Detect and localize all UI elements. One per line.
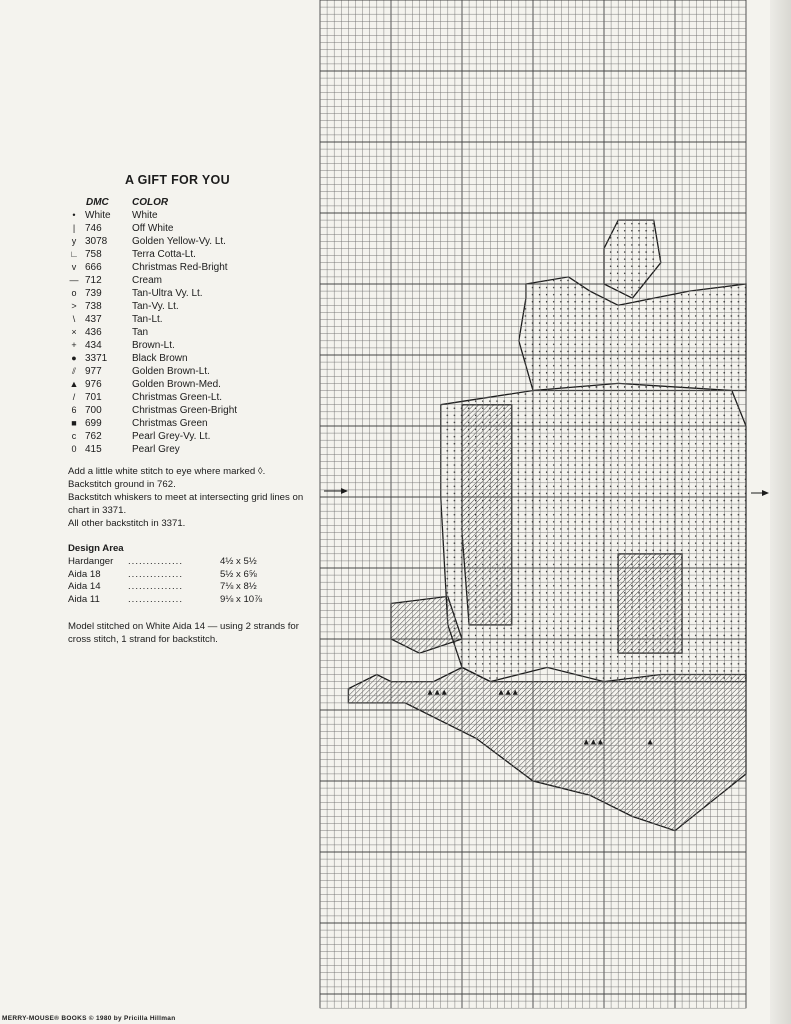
dmc-number: 415 <box>85 444 102 455</box>
center-arrow-left-icon <box>324 488 348 494</box>
color-name: Christmas Green-Bright <box>132 405 238 416</box>
color-name: Tan-Ultra Vy. Lt. <box>132 288 203 299</box>
c-symbol-icon: c <box>71 431 77 441</box>
plus-symbol-icon: + <box>71 340 77 350</box>
zero-symbol-icon: 0 <box>71 444 77 454</box>
dot-symbol-icon: • <box>72 210 76 220</box>
color-name: Tan-Vy. Lt. <box>132 301 179 312</box>
filled-dot-symbol-icon: ● <box>71 353 77 363</box>
color-name: Cream <box>132 275 163 286</box>
v-symbol-icon: v <box>71 262 77 272</box>
key-row <box>68 352 328 365</box>
dmc-number: 666 <box>85 262 102 273</box>
key-row <box>68 417 328 430</box>
dmc-number: 437 <box>85 314 102 325</box>
color-name: Christmas Red-Bright <box>132 262 228 273</box>
dmc-number: 701 <box>85 392 102 403</box>
color-name: Golden Brown-Med. <box>132 379 221 390</box>
dash-symbol-icon: — <box>69 275 79 285</box>
design-area <box>68 542 328 606</box>
hatch-symbol-icon: ⫽ <box>71 366 76 376</box>
key-row <box>68 274 328 287</box>
stitch-notes <box>68 465 318 530</box>
color-name: Christmas Green-Lt. <box>132 392 223 403</box>
color-name: Black Brown <box>132 353 188 364</box>
color-name: White <box>132 210 158 221</box>
fabric-name: Aida 18 <box>68 568 101 580</box>
dmc-number: 976 <box>85 379 102 390</box>
key-row <box>68 261 328 274</box>
circle-symbol-icon: o <box>71 288 77 298</box>
design-area-row <box>68 594 328 607</box>
x-symbol-icon: × <box>71 327 77 337</box>
leader-dots: ............... <box>128 556 183 567</box>
color-key <box>68 209 328 456</box>
fabric-name: Aida 14 <box>68 581 101 592</box>
dmc-number: 699 <box>85 418 102 429</box>
design-size: 7⅛ x 8½ <box>220 581 257 592</box>
note-line: Backstitch whiskers to meet at intersecting grid lines on chart in 3371. <box>68 492 304 516</box>
color-name: Golden Yellow-Vy. Lt. <box>132 236 226 247</box>
design-area-title: Design Area <box>68 543 124 554</box>
color-name: Off White <box>132 223 174 234</box>
leader-dots: ............... <box>128 593 183 605</box>
dmc-number: White <box>85 210 111 221</box>
dmc-number: 762 <box>85 431 102 442</box>
chart-grid <box>316 0 756 1010</box>
key-row <box>68 235 328 248</box>
key-row <box>68 326 328 339</box>
design-size: 5½ x 6⅝ <box>220 568 257 580</box>
dmc-number: 436 <box>85 327 102 338</box>
note-line: Add a little white stitch to eye where marked ◊. <box>68 466 266 477</box>
dmc-number: 746 <box>85 223 102 234</box>
color-header: COLOR <box>132 197 169 208</box>
bar-symbol-icon: | <box>72 223 76 233</box>
key-row <box>68 287 328 300</box>
fabric-name: Hardanger <box>68 556 114 567</box>
slash-symbol-icon: / <box>72 392 76 402</box>
leader-dots: ............... <box>128 568 183 580</box>
key-row <box>68 404 328 417</box>
key-row <box>68 209 328 222</box>
key-row <box>68 378 328 391</box>
dmc-number: 712 <box>85 275 102 286</box>
color-name: Tan <box>132 327 149 338</box>
color-name: Christmas Green <box>132 418 208 429</box>
key-row <box>68 300 328 313</box>
dmc-header: DMC <box>86 197 109 208</box>
cross-stitch-chart <box>316 0 756 1015</box>
color-name: Terra Cotta-Lt. <box>132 249 196 260</box>
dmc-number: 977 <box>85 366 102 377</box>
key-row <box>68 222 328 235</box>
dmc-number: 3371 <box>85 353 108 364</box>
dmc-number: 434 <box>85 340 102 351</box>
backslash-symbol-icon: \ <box>72 314 76 324</box>
dmc-number: 700 <box>85 405 102 416</box>
triangle-symbol-icon: ▲ <box>69 379 79 389</box>
center-arrow-right-icon <box>751 490 769 496</box>
key-row <box>68 443 328 456</box>
six-symbol-icon: 6 <box>71 405 77 415</box>
note-line: Backstitch ground in 762. <box>68 479 176 490</box>
key-row <box>68 365 328 378</box>
greater-symbol-icon: > <box>71 301 77 311</box>
corner-symbol-icon: ∟ <box>69 249 79 259</box>
model-note: Model stitched on White Aida 14 — using 2 strands for cross stitch, 1 strand for backstitch. <box>68 621 299 645</box>
key-row <box>68 339 328 352</box>
key-row <box>68 248 328 261</box>
fabric-name: Aida 11 <box>68 593 100 605</box>
key-row <box>68 313 328 326</box>
color-name: Pearl Grey <box>132 444 180 455</box>
design-area-row <box>68 569 328 582</box>
dmc-number: 3078 <box>85 236 108 247</box>
square-symbol-icon: ■ <box>71 418 77 428</box>
pattern-title: A GIFT FOR YOU <box>125 173 230 187</box>
design-area-row <box>68 556 328 569</box>
design-area-row <box>68 581 328 594</box>
page-edge <box>770 0 791 1024</box>
figure-motif <box>462 405 512 625</box>
dmc-number: 739 <box>85 288 102 299</box>
footer-credit: MERRY-MOUSE® BOOKS © 1980 by Pricilla Hillman <box>2 1015 176 1022</box>
y-symbol-icon: y <box>71 236 77 246</box>
dmc-number: 738 <box>85 301 102 312</box>
color-name: Tan-Lt. <box>132 314 163 325</box>
key-row <box>68 430 328 443</box>
key-row <box>68 391 328 404</box>
design-size: 9⅛ x 10⅞ <box>220 593 263 605</box>
dmc-number: 758 <box>85 249 102 260</box>
color-name: Golden Brown-Lt. <box>132 366 210 377</box>
color-name: Brown-Lt. <box>132 340 175 351</box>
design-size: 4½ x 5½ <box>220 556 257 567</box>
note-line: All other backstitch in 3371. <box>68 518 186 529</box>
color-name: Pearl Grey-Vy. Lt. <box>132 431 211 442</box>
leader-dots: ............... <box>128 581 183 592</box>
